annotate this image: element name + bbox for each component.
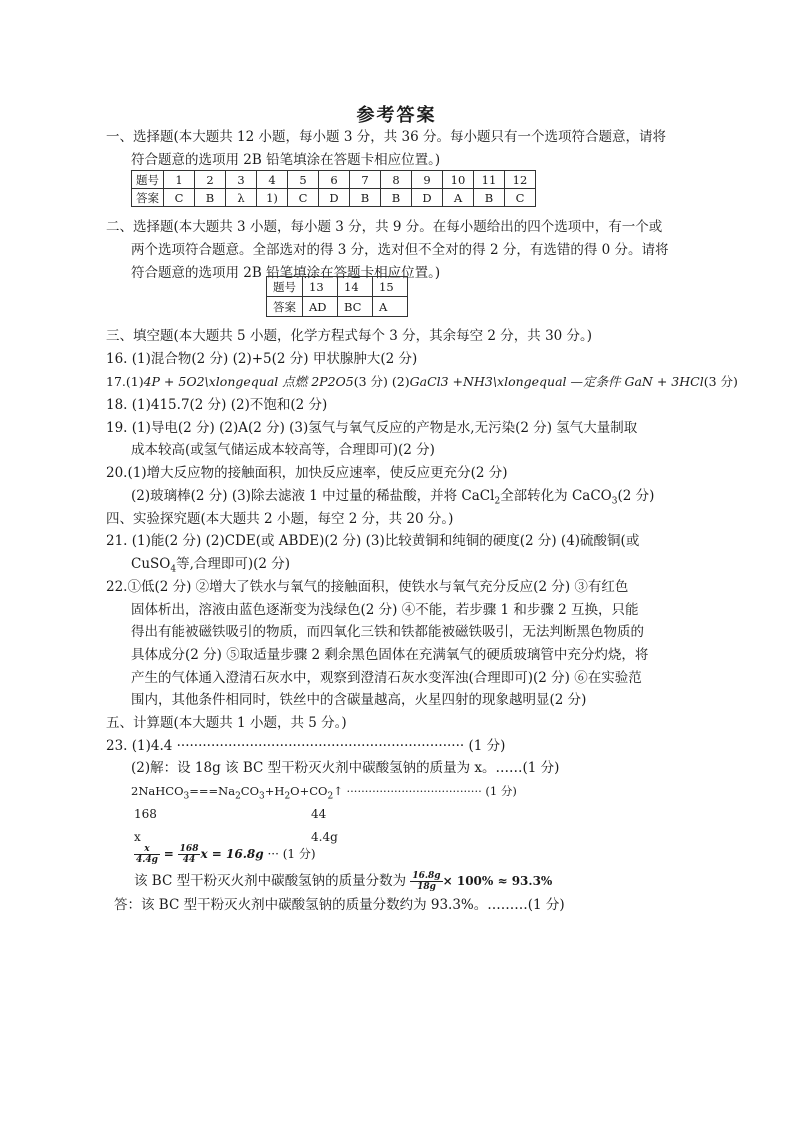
table-cell: 3 [226, 171, 257, 189]
table-cell: B [195, 189, 226, 207]
answer-q20: 20.(1)增大反应物的接触面积，加快反应速率，使反应更充分(2 分) [106, 465, 508, 481]
fraction-numerator: 168 [179, 844, 199, 854]
q20-text: 全部转化为 CaCO [500, 488, 612, 504]
mass-fraction-text: 该 BC 型干粉灭火剂中碳酸氢钠的质量分数为 [134, 873, 407, 889]
final-answer: 答：该 BC 型干粉灭火剂中碳酸氢钠的质量分数约为 93.3%。………(1 分) [114, 897, 565, 913]
table-cell: 11 [474, 171, 505, 189]
equals-sign: = [163, 847, 174, 861]
answer-q21: 21. (1)能(2 分) (2)CDE(或 ABDE)(2 分) (3)比较黄铜和纯铜的硬度(2 分) (4)硫酸铜(或 [106, 533, 640, 549]
fraction-denominator: 18g [417, 882, 436, 892]
answer-q22-cont: 得出有能被磁铁吸引的物质，而四氧化三铁和铁都能被磁铁吸引，无法判断黑色物质的 [131, 624, 644, 640]
answer-q22-cont: 固体析出，溶液由蓝色逐渐变为浅绿色(2 分) ④不能，若步骤 1 和步骤 2 互换，只能 [131, 602, 639, 618]
equation-part: CO [240, 784, 260, 798]
table-cell: C [505, 189, 536, 207]
section4-header: 四、实验探究题(本大题共 2 小题，每空 2 分，共 20 分。) [106, 511, 454, 527]
q17-equation-1b: 2\xlongequal 点燃 2P [196, 374, 328, 389]
table-row-answers [267, 297, 408, 317]
q20-text: (2 分) [617, 488, 655, 504]
q20-text: (2)玻璃棒(2 分) (3)除去滤液 1 中过量的稀盐酸，并将 CaCl [131, 488, 495, 504]
answer-q22-cont: 具体成分(2 分) ⑤取适量步骤 2 剩余黑色固体在充满氧气的硬质玻璃管中充分灼烧，将 [131, 647, 649, 663]
ratio-score: ··· (1 分) [267, 847, 316, 861]
q17-equation-1c: 2O5 [327, 374, 354, 389]
fraction-numerator: 16.8g [412, 871, 441, 881]
molar-mass-44: 44 [311, 807, 327, 821]
table-answer-label: 答案 [132, 189, 164, 207]
equation-sub: 3 [259, 791, 265, 802]
fraction [178, 844, 201, 865]
table-cell: B [474, 189, 505, 207]
q21-sub: 4 [170, 564, 177, 575]
table-cell: C [288, 189, 319, 207]
molar-mass-168: 168 [134, 807, 157, 821]
answer-q23-solution: (2)解：设 18g 该 BC 型干粉灭火剂中碳酸氢钠的质量为 x。……(1 分) [131, 760, 560, 776]
table-cell: 4 [257, 171, 288, 189]
q20-sub: 2 [494, 496, 501, 507]
table-cell: BC [338, 297, 373, 317]
answer-q22: 22.①低(2 分) ②增大了铁水与氧气的接触面积，使铁水与氧气充分反应(2 分) ③有红色 [106, 579, 629, 595]
q17-equation-2: GaCl [409, 374, 441, 389]
page-title: 参考答案 [356, 105, 437, 126]
table-header-label: 题号 [267, 277, 303, 297]
q17-score-1: (3 分) (2) [353, 374, 410, 389]
table-cell: 10 [443, 171, 474, 189]
ratio-equation [134, 843, 316, 865]
answer-q18: 18. (1)415.7(2 分) (2)不饱和(2 分) [106, 397, 328, 413]
answer-q16: 16. (1)混合物(2 分) (2)+5(2 分) 甲状腺肿大(2 分) [106, 351, 418, 367]
answer-q20-cont [131, 487, 654, 511]
table-cell: 1) [257, 189, 288, 207]
section5-header: 五、计算题(本大题共 1 小题，共 5 分。) [106, 715, 347, 731]
answer-q22-cont: 产生的气体通入澄清石灰水中，观察到澄清石灰水变浑浊(合理即可)(2 分) ⑥在实验范 [131, 670, 642, 686]
answer-q17 [106, 373, 738, 391]
section2-instructions-cont: 两个选项符合题意。全部选对的得 3 分，选对但不全对的得 2 分，有选错的得 0 分。请将 [131, 242, 669, 258]
table-cell: 13 [303, 277, 338, 297]
answer-q23: 23. (1)4.4 ··································································· (1 分) [106, 738, 506, 754]
table-cell: B [381, 189, 412, 207]
fraction-denominator: 44 [182, 855, 196, 865]
table-cell: 15 [373, 277, 408, 297]
table-cell: B [350, 189, 381, 207]
section1-instructions-cont: 符合题意的选项用 2B 铅笔填涂在答题卡相应位置。) [131, 152, 441, 168]
mass-fraction-line [134, 870, 552, 892]
table-cell: D [319, 189, 350, 207]
table-row-answers [132, 189, 536, 207]
table-cell: 14 [338, 277, 373, 297]
table-answer-label: 答案 [267, 297, 303, 317]
table-cell: AD [303, 297, 338, 317]
answer-q22-cont: 围内，其他条件相同时，铁丝中的含碳量越高，火星四射的现象越明显(2 分) [131, 692, 587, 708]
fraction [410, 871, 442, 892]
section2-instructions-cont2: 符合题意的选项用 2B 铅笔填涂在答题卡相应位置。) [131, 265, 441, 281]
equation-sub: 2 [284, 791, 291, 802]
table-cell: A [443, 189, 474, 207]
table-cell: λ [226, 189, 257, 207]
section1-instructions: 一、选择题(本大题共 12 小题，每小题 3 分，共 36 分。每小题只有一个选项符合题意，请将 [106, 129, 666, 145]
table-cell: 1 [164, 171, 195, 189]
q21-text: CuSO [131, 556, 171, 572]
answer-q19-cont: 成本较高(或氢气储运成本较高等，合理即可)(2 分) [131, 442, 435, 458]
section2-instructions: 二、选择题(本大题共 3 小题，每小题 3 分，共 9 分。在每小题给出的四个选项中，有一个或 [106, 219, 663, 235]
table-row-numbers [267, 277, 408, 297]
equation-sub: 2 [327, 791, 334, 802]
table-row-numbers [132, 171, 536, 189]
q21-text: 等,合理即可)(2 分) [176, 556, 291, 572]
table-cell: A [373, 297, 408, 317]
equation-sub: 2 [235, 791, 241, 802]
section3-header: 三、填空题(本大题共 5 小题，化学方程式每个 3 分，其余每空 2 分，共 30 分。) [106, 328, 593, 344]
fraction-numerator: x [134, 844, 160, 855]
co2-mass: 4.4g [311, 830, 338, 844]
table-cell: 8 [381, 171, 412, 189]
table-cell: D [412, 189, 443, 207]
answer-q19: 19. (1)导电(2 分) (2)A(2 分) (3)氢气与氧气反应的产物是水,无污染(2 分) 氢气大量制取 [106, 420, 638, 436]
equation-part: +H [264, 784, 285, 798]
table-cell: 7 [350, 171, 381, 189]
equation-sub: 3 [183, 791, 190, 802]
answer-table-choice [131, 170, 536, 207]
ratio-result: x = 16.8g [200, 847, 264, 861]
q17-equation-2b: 3 +NH3\xlongequal —定条件 GaN + 3HCl [440, 374, 704, 389]
table-cell: 2 [195, 171, 226, 189]
q17-score-2: (3 分) [703, 374, 738, 389]
fraction [134, 844, 160, 865]
table-header-label: 题号 [132, 171, 164, 189]
equation-part: O+CO [290, 784, 328, 798]
q23-chemical-equation [131, 782, 517, 805]
equation-part: ↑ ····································· (1 分) [333, 784, 517, 798]
table-cell: 9 [412, 171, 443, 189]
fraction-denominator: 4.4g [136, 855, 158, 865]
answer-table-multi [266, 276, 408, 317]
table-cell: 5 [288, 171, 319, 189]
mass-fraction-result: × 100% ≈ 93.3% [442, 874, 553, 888]
q17-equation-1: 4P + 5O [143, 374, 197, 389]
equation-part: ===Na [189, 784, 236, 798]
table-cell: 6 [319, 171, 350, 189]
q20-sub: 3 [611, 496, 618, 507]
table-cell: 12 [505, 171, 536, 189]
answer-q21-cont [131, 555, 290, 579]
unknown-x: x [134, 830, 141, 844]
q17-lead: 17.(1) [106, 374, 144, 389]
equation-part: 2NaHCO [131, 784, 184, 798]
table-cell: C [164, 189, 195, 207]
